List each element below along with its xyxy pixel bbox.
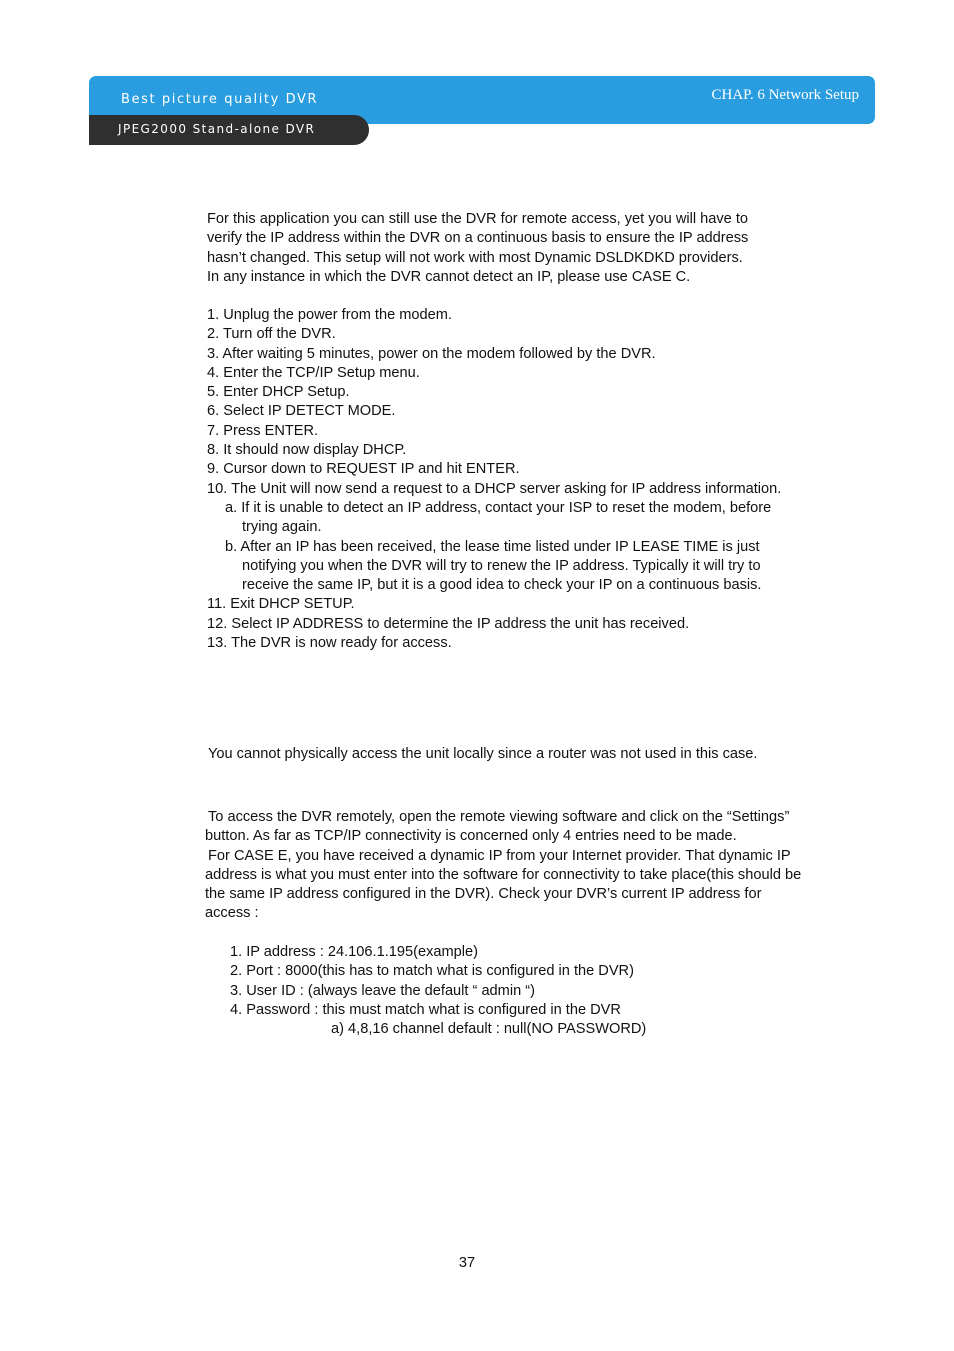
entries-list bbox=[206, 943, 646, 1039]
sub-list-item-continued: receive the same IP, but it is a good idea to check your IP on a continuous basis. bbox=[242, 577, 762, 594]
text-line: In any instance in which the DVR cannot detect an IP, please use CASE C. bbox=[207, 268, 691, 285]
list-item: 10. The Unit will now send a request to a DHCP server asking for IP address information. bbox=[207, 480, 782, 497]
text-line: the same IP address configured in the DVR). Check your DVR’s current IP address for bbox=[205, 886, 762, 903]
chapter-title: CHAP. 6 Network Setup bbox=[711, 87, 859, 103]
sub-list-item-continued: notifying you when the DVR will try to renew the IP address. Typically it will try to bbox=[242, 557, 761, 574]
list-item: 2. Turn off the DVR. bbox=[207, 326, 336, 343]
list-item: 9. Cursor down to REQUEST IP and hit ENTER. bbox=[207, 461, 520, 478]
list-item: 13. The DVR is now ready for access. bbox=[207, 635, 452, 652]
subtitle-text: JPEG2000 Stand-alone DVR bbox=[118, 122, 316, 136]
page-number: 37 bbox=[458, 1255, 476, 1271]
remote-paragraph bbox=[205, 808, 801, 924]
list-item: 2. Port : 8000(this has to match what is configured in the DVR) bbox=[230, 963, 634, 980]
list-item: 4. Password : this must match what is configured in the DVR bbox=[230, 1001, 621, 1018]
list-item: 8. It should now display DHCP. bbox=[207, 442, 407, 459]
intro-paragraph bbox=[207, 210, 748, 287]
sub-list-item-continued: trying again. bbox=[242, 519, 322, 536]
text-line: You cannot physically access the unit locally since a router was not used in this case. bbox=[208, 746, 758, 762]
local-note bbox=[208, 745, 757, 764]
list-item: 12. Select IP ADDRESS to determine the IP address the unit has received. bbox=[207, 615, 690, 632]
text-line: For CASE E, you have received a dynamic IP from your Internet provider. That dynamic IP bbox=[208, 847, 791, 864]
sub-list-item: b. After an IP has been received, the lease time listed under IP LEASE TIME is just bbox=[225, 538, 760, 555]
list-item: 11. Exit DHCP SETUP. bbox=[207, 596, 355, 613]
text-line: address is what you must enter into the software for connectivity to take place(this should be bbox=[205, 866, 802, 883]
list-item: 4. Enter the TCP/IP Setup menu. bbox=[207, 364, 420, 381]
sub-list-item: a) 4,8,16 channel default : null(NO PASSWORD) bbox=[331, 1021, 647, 1038]
sub-list-item: a. If it is unable to detect an IP address, contact your ISP to reset the modem, before bbox=[225, 499, 772, 516]
text-line: verify the IP address within the DVR on a continuous basis to ensure the IP address bbox=[207, 230, 749, 247]
steps-list bbox=[207, 306, 781, 653]
list-item: 7. Press ENTER. bbox=[207, 422, 319, 439]
text-line: button. As far as TCP/IP connectivity is concerned only 4 entries need to be made. bbox=[205, 828, 737, 845]
list-item: 5. Enter DHCP Setup. bbox=[207, 384, 350, 401]
text-line: hasn’t changed. This setup will not work with most Dynamic DSLDKDKD providers. bbox=[207, 249, 743, 266]
text-line: To access the DVR remotely, open the remote viewing software and click on the “Settings” bbox=[208, 809, 790, 825]
text-line: For this application you can still use the DVR for remote access, yet you will have to bbox=[207, 211, 749, 227]
list-item: 3. User ID : (always leave the default “ admin “) bbox=[230, 982, 535, 999]
list-item: 3. After waiting 5 minutes, power on the modem followed by the DVR. bbox=[207, 345, 656, 362]
text-line: access : bbox=[205, 905, 259, 922]
list-item: 1. Unplug the power from the modem. bbox=[207, 307, 452, 323]
list-item: 1. IP address : 24.106.1.195(example) bbox=[230, 944, 478, 960]
brand-text: Best picture quality DVR bbox=[121, 92, 319, 107]
list-item: 6. Select IP DETECT MODE. bbox=[207, 403, 396, 420]
